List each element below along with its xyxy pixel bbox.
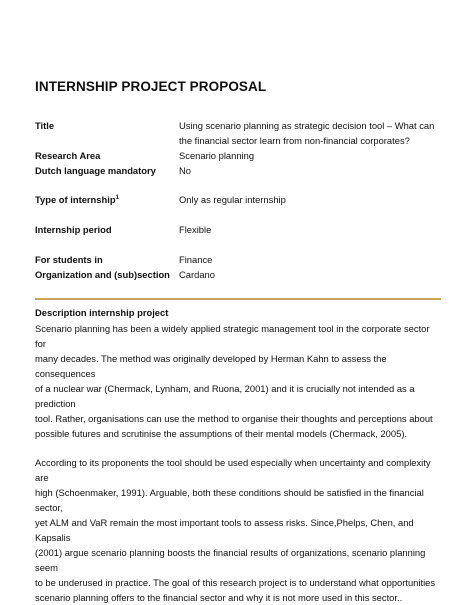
field-title-value-line2: the financial sector learn from non-financial corporates? bbox=[179, 135, 410, 146]
paragraph-line: According to its proponents the tool should be used especially when uncertainty and complexity are bbox=[35, 457, 431, 483]
field-research-area-value: Scenario planning bbox=[179, 150, 255, 161]
paragraph-line: to be underused in practice. The goal of this research project is to understand what opportunities bbox=[35, 577, 436, 588]
field-title-label: Title bbox=[35, 120, 55, 131]
document-title: INTERNSHIP PROJECT PROPOSAL bbox=[35, 79, 267, 94]
field-research-area-label: Research Area bbox=[35, 150, 101, 161]
field-type-value: Only as regular internship bbox=[179, 194, 286, 205]
paragraph-line: many decades. The method was originally developed by Herman Kahn to assess the consequences bbox=[35, 353, 387, 379]
paragraph-line: of a nuclear war (Chermack, Lynham, and Ruona, 2001) and it is crucially not intended as a prediction bbox=[35, 383, 415, 409]
field-students bbox=[35, 252, 441, 267]
field-dutch-language-label: Dutch language mandatory bbox=[35, 165, 156, 176]
field-organization-value: Cardano bbox=[179, 269, 215, 280]
paragraph-line: scenario planning offers to the financial sector and why it is not more used in this sector.. bbox=[35, 592, 403, 603]
paragraph-line: Scenario planning has been a widely applied strategic management tool in the corporate sector for bbox=[35, 323, 430, 349]
proposal-details bbox=[35, 118, 441, 282]
field-title-value-line1: Using scenario planning as strategic decision tool – What can bbox=[179, 120, 435, 131]
paragraph-line: possible futures and scrutinise the assumptions of their mental models (Chermack, 2005). bbox=[35, 428, 408, 439]
field-title-value bbox=[179, 118, 441, 148]
section-divider bbox=[35, 298, 441, 300]
field-type-label-text: Type of internship bbox=[35, 194, 116, 205]
paragraph-line: (2001) argue scenario planning boosts the financial results of organizations, scenario planning seem bbox=[35, 547, 426, 573]
field-title bbox=[35, 118, 441, 148]
field-dutch-language bbox=[35, 163, 441, 178]
paragraph-line: tool. Rather, organisations can use the method to organise their thoughts and perceptions about bbox=[35, 413, 433, 424]
field-organization bbox=[35, 267, 441, 282]
paragraph-line: high (Schoenmaker, 1991). Arguable, both these conditions should be satisfied in the financial sector, bbox=[35, 487, 424, 513]
field-dutch-language-value: No bbox=[179, 165, 191, 176]
field-period-label: Internship period bbox=[35, 224, 112, 235]
field-organization-label: Organization and (sub)section bbox=[35, 269, 170, 280]
field-internship-period bbox=[35, 222, 441, 237]
field-students-value: Finance bbox=[179, 254, 213, 265]
footnote-marker: 1 bbox=[115, 195, 119, 201]
description-paragraph-2 bbox=[35, 455, 441, 605]
description-paragraph-1 bbox=[35, 321, 441, 441]
field-type-of-internship bbox=[35, 192, 441, 207]
field-students-label: For students in bbox=[35, 254, 103, 265]
description-heading: Description internship project bbox=[35, 307, 169, 318]
field-research-area bbox=[35, 148, 441, 163]
field-type-label bbox=[35, 192, 179, 207]
paragraph-line: yet ALM and VaR remain the most important tools to assess risks. Since,Phelps, Chen, and Kapsalis bbox=[35, 517, 414, 543]
proposal-page bbox=[35, 78, 441, 605]
field-period-value: Flexible bbox=[179, 224, 212, 235]
